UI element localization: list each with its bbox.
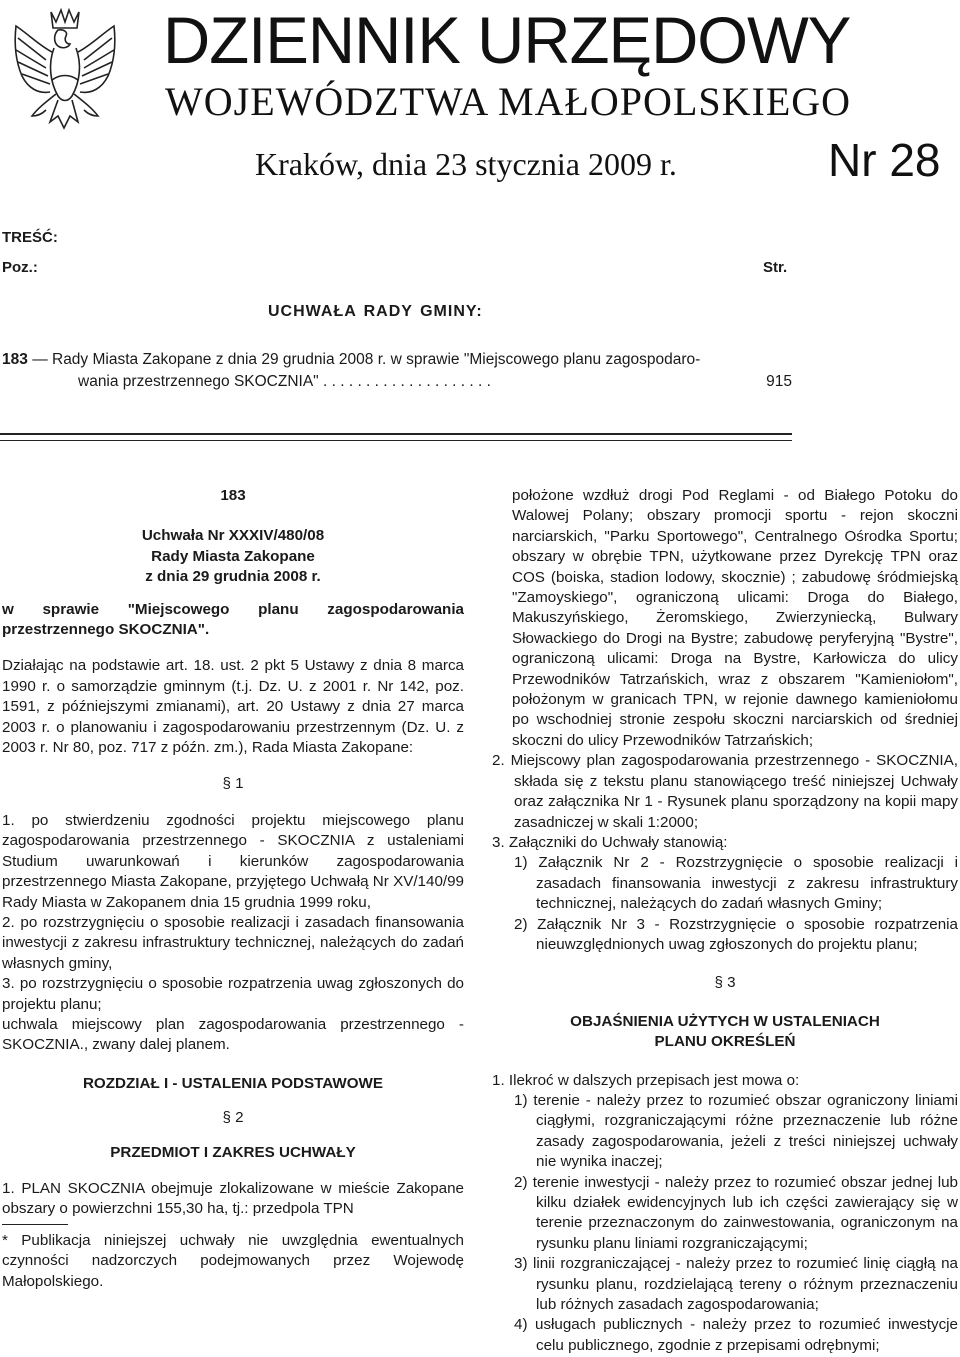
footnote-divider	[2, 1224, 68, 1225]
definition-item: 1) terenie - należy przez to rozumieć obszar ograniczony liniami ciągłymi, rozgraniczającymi różne przeznaczenie lub różne zasady zagospodarowania, jeżeli z treści niniejszej uchwały nie wynika inaczej;	[514, 1091, 958, 1171]
divider-thin	[0, 440, 792, 441]
toc-section-heading: UCHWAŁA RADY GMINY:	[268, 303, 483, 320]
right-column	[492, 486, 958, 1356]
toc-entry-text-2: wania przestrzennego SKOCZNIA" . . . . . . . . . . . . . . . . . . . .	[78, 373, 491, 390]
journal-subtitle: WOJEWÓDZTWA MAŁOPOLSKIEGO	[165, 79, 852, 124]
paragraph-2-title: PRZEDMIOT I ZAKRES UCHWAŁY	[110, 1143, 356, 1161]
paragraph-3-heading: § 3	[714, 974, 736, 992]
list-item: 3. po rozstrzygnięciu o sposobie rozpatrzenia uwag zgłoszonych do projektu planu;	[2, 975, 464, 1013]
sub-list-item: 2) Załącznik Nr 3 - Rozstrzygnięcie o sposobie rozpatrzenia nieuwzględnionych uwag zgłoszonych do projektu planu;	[514, 915, 958, 953]
issue-number: Nr 28	[828, 134, 941, 186]
list-item: 2. po rozstrzygnięciu o sposobie realizacji i zasadach finansowania inwestycji z zakresu infrastruktury technicznej, należących do zadań własnych gminy,	[2, 913, 464, 972]
list-item: 2. Miejscowy plan zagospodarowania przestrzennego - SKOCZNIA, składa się z tekstu planu stanowiącego treść niniejszej Uchwały oraz załącznika Nr 1 - Rysunek planu sporządzony na kopii mapy zasadniczej w skali 1:2000;	[492, 752, 958, 831]
resolution-subject: w sprawie "Miejscowego planu zagospodarowania przestrzennego SKOCZNIA".	[2, 600, 464, 639]
toc-entry-number: 183	[2, 351, 28, 368]
definition-item: 3) linii rozgraniczającej - należy przez to rozumieć linię ciągłą na rysunku planu, rozdzielającą tereny o różnym przeznaczeniu lub różnych zasadach zagospodarowania;	[514, 1255, 958, 1314]
toc-str-label: Str.	[763, 259, 788, 276]
definitions-intro: 1. Ilekroć w dalszych przepisach jest mowa o:	[492, 1071, 800, 1089]
plan-scope-item: 1. PLAN SKOCZNIA obejmuje zlokalizowane w mieście Zakopane obszary o powierzchni 155,30 ha, tj.: przedpola TPN	[2, 1179, 464, 1218]
journal-title: DZIENNIK URZĘDOWY	[163, 3, 851, 77]
toc-entry-page: 915	[766, 373, 792, 390]
divider-thick	[0, 433, 792, 435]
toc-poz-label: Poz.:	[2, 259, 38, 276]
paragraph-2-heading: § 2	[222, 1109, 244, 1127]
item-number: 183	[220, 487, 246, 504]
left-column	[2, 486, 464, 1292]
list-item: 1. po stwierdzeniu zgodności projektu miejscowego planu zagospodarowania przestrzennego - SKOCZNIA z ustaleniami Studium uwarunkowań i kierunków zagospodarowania przestrzennego Miasta Zakopane, przyjętego Uchwałą Nr XV/140/99 Rady Miasta w Zakopanem dnia 15 grudnia 1999 roku,	[2, 811, 464, 911]
toc-entry-text-1: — Rady Miasta Zakopane z dnia 29 grudnia 2008 r. w sprawie "Miejscowego planu zagospodaro-	[32, 351, 701, 368]
white-eagle-emblem-icon	[6, 4, 124, 152]
resolution-title: Uchwała Nr XXXIV/480/08	[141, 527, 325, 545]
definition-item: 2) terenie inwestycji - należy przez to rozumieć obszar jednej lub kilku działek ewidencyjnych lub ich części zawierający się w terenie przeznaczonym do zainwestowania, ograniczonym na rysunku planu liniami rozgraniczającymi;	[514, 1173, 958, 1252]
issue-date: Kraków, dnia 23 stycznia 2009 r.	[255, 146, 677, 182]
footnote: * Publikacja niniejszej uchwały nie uwzględnia ewentualnych czynności nadzorczych podejmowanych przez Wojewodę Małopolskiego.	[2, 1231, 464, 1290]
list-item: 3. Załączniki do Uchwały stanowią:	[492, 833, 728, 851]
resolution-statement: uchwala miejscowy plan zagospodarowania przestrzennego - SKOCZNIA., zwany dalej planem.	[2, 1015, 464, 1054]
toc-entry[interactable]	[2, 349, 792, 393]
chapter-heading: ROZDZIAŁ I - USTALENIA PODSTAWOWE	[82, 1074, 384, 1092]
toc-heading: TREŚĆ:	[2, 229, 58, 246]
resolution-authority: Rady Miasta Zakopane	[151, 547, 315, 565]
resolution-date: z dnia 29 grudnia 2008 r.	[145, 568, 321, 586]
paragraph-3-title-1: OBJAŚNIENIA UŻYTYCH W USTALENIACH	[570, 1012, 880, 1030]
definition-item: 4) usługach publicznych - należy przez to rozumieć inwestycje celu publicznego, zgodnie z przepisami odrębnymi;	[514, 1316, 958, 1354]
preamble: Działając na podstawie art. 18. ust. 2 pkt 5 Ustawy z dnia 8 marca 1990 r. o samorządzie gminnym (t.j. Dz. U. z 2001 r. Nr 142, poz. 1591, z późniejszymi zmianami), art. 20 Ustawy z dnia 27 marca 2003 r. o planowaniu i zagospodarowaniu przestrzennym (Dz. U. z 2003 r. Nr 80, poz. 717 z późn. zm.), Rada Miasta Zakopane:	[2, 657, 464, 757]
sub-list-item: 1) Załącznik Nr 2 - Rozstrzygnięcie o sposobie realizacji i zasadach finansowania inwestycji z zakresu infrastruktury technicznej, należących do zadań własnych Gminy;	[514, 854, 958, 913]
paragraph-1-heading: § 1	[222, 775, 244, 793]
plan-scope-continuation: położone wzdłuż drogi Pod Reglami - od Białego Potoku do Walowej Polany; obszary promocji sportu - rejon skoczni narciarskich, "Parku Sportowego", Centralnego Ośrodka Sportu; obszary w obrębie TPN, użytkowane przez Dyrekcję TPN oraz COS (boiska, stadion lodowy, skocznie) ; zabudowę śródmiejską "Zamoyskiego", ograniczoną ulicami: Droga do Białego, Makuszyńskiego, Żeromskiego, Zwierzyniecką, Bulwary Słowackiego do Drogi na Bystre; zabudowę peryferyjną "Bystre", ograniczoną ulicami: Droga na Bystre, Karłowicza do ulicy Przewodników Tatrzańskich, wraz z obszarem "Kamieniołom", położonym w granicach TPN, w rejonie dawnego kamieniołomu po wschodniej stronie zespołu skoczni narciarskich od średniej skoczni do ulicy Przewodników Tatrzańskich;	[512, 487, 958, 749]
paragraph-3-title-2: PLANU OKREŚLEŃ	[654, 1033, 796, 1051]
